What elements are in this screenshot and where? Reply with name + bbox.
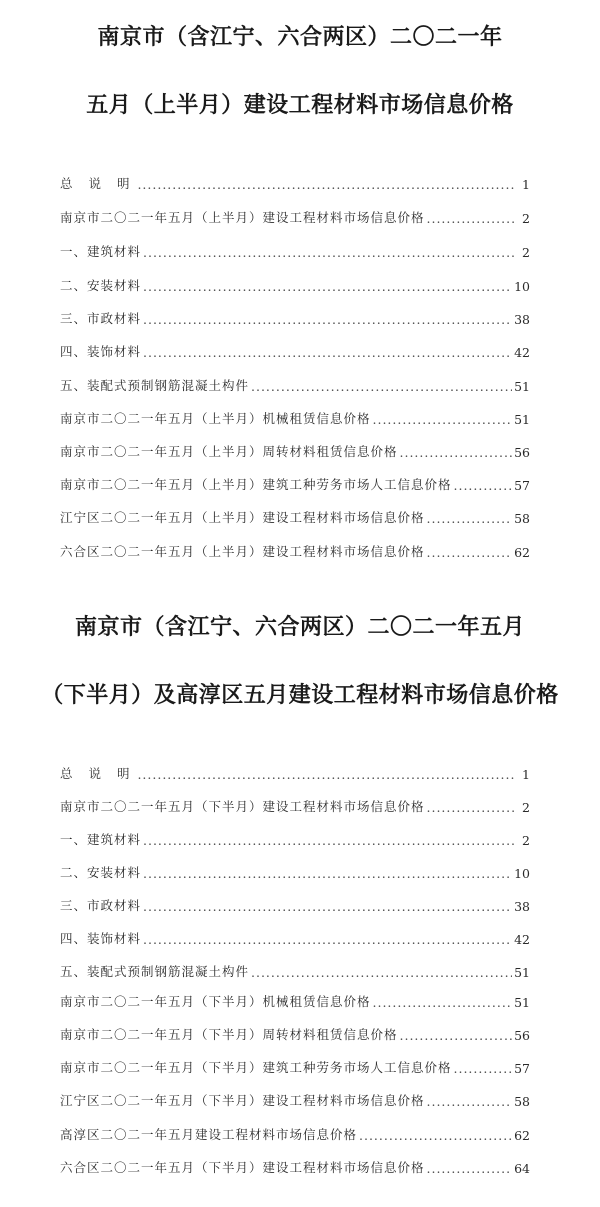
toc-entry-page: 62 — [514, 545, 530, 560]
toc-entry[interactable] — [60, 1021, 530, 1043]
toc-entry-page: 56 — [514, 445, 530, 460]
toc-leader-dots — [143, 899, 512, 914]
toc-leader-dots — [427, 1094, 513, 1109]
toc-entry-label: 五、装配式预制钢筋混凝土构件 — [60, 378, 250, 393]
toc-leader-dots — [400, 445, 513, 460]
toc-entry[interactable] — [60, 438, 530, 460]
toc-leader-dots — [454, 478, 513, 493]
section-title-line-2: （下半月）及高淳区五月建设工程材料市场信息价格 — [41, 683, 559, 708]
toc-entry-page: 57 — [514, 478, 530, 493]
toc-leader-dots — [373, 995, 513, 1010]
toc-entry-page: 2 — [522, 211, 530, 226]
toc-entry-page: 38 — [514, 312, 530, 327]
toc-entry[interactable] — [60, 1087, 530, 1109]
toc-leader-dots — [427, 511, 513, 526]
section-title-line-2: 五月（上半月）建设工程材料市场信息价格 — [86, 93, 514, 118]
toc-entry-label: 江宁区二〇二一年五月（上半月）建设工程材料市场信息价格 — [60, 510, 425, 525]
toc-entry[interactable] — [60, 892, 530, 914]
toc-entry-label: 四、装饰材料 — [60, 931, 142, 946]
toc-entry[interactable] — [60, 204, 530, 226]
toc-leader-dots — [373, 412, 513, 427]
toc-entry-page: 62 — [514, 1128, 530, 1143]
toc-entry-page: 10 — [514, 279, 530, 294]
toc-entry-label: 总 说 明 — [60, 766, 136, 781]
toc-entry[interactable] — [60, 1154, 530, 1176]
toc-entry-label: 一、建筑材料 — [60, 832, 142, 847]
toc-entry[interactable] — [60, 471, 530, 493]
toc-leader-dots — [143, 866, 512, 881]
toc-entry[interactable] — [60, 238, 530, 260]
toc-entry-label: 四、装饰材料 — [60, 344, 142, 359]
toc-entry[interactable] — [60, 1121, 530, 1143]
toc-entry-label: 六合区二〇二一年五月（下半月）建设工程材料市场信息价格 — [60, 1160, 425, 1175]
toc-leader-dots — [143, 279, 512, 294]
toc-entry-label: 江宁区二〇二一年五月（下半月）建设工程材料市场信息价格 — [60, 1093, 425, 1108]
toc-entry[interactable] — [60, 859, 530, 881]
toc-entry-label: 五、装配式预制钢筋混凝土构件 — [60, 964, 250, 979]
toc-leader-dots — [137, 767, 514, 782]
toc-entry-page: 51 — [514, 412, 530, 427]
toc-entry-label: 南京市二〇二一年五月（下半月）机械租赁信息价格 — [60, 994, 371, 1009]
toc-entry-label: 总 说 明 — [60, 176, 136, 191]
section-title-line-1: 南京市（含江宁、六合两区）二〇二一年五月 — [74, 615, 525, 640]
toc-entry-page: 51 — [514, 965, 530, 980]
toc-entry-page: 58 — [514, 1094, 530, 1109]
toc-leader-dots — [427, 211, 514, 226]
toc-leader-dots — [143, 312, 512, 327]
toc-entry-page: 42 — [514, 345, 530, 360]
toc-leader-dots — [143, 245, 514, 260]
toc-entry-label: 三、市政材料 — [60, 311, 142, 326]
toc-leader-dots — [427, 545, 513, 560]
toc-leader-dots — [251, 965, 512, 980]
toc-entry[interactable] — [60, 793, 530, 815]
toc-entry[interactable] — [60, 305, 530, 327]
toc-leader-dots — [137, 177, 514, 192]
section-title-line-1: 南京市（含江宁、六合两区）二〇二一年 — [97, 25, 503, 50]
toc-entry-page: 57 — [514, 1061, 530, 1076]
toc-entry[interactable] — [60, 405, 530, 427]
toc-entry-label: 高淳区二〇二一年五月建设工程材料市场信息价格 — [60, 1127, 358, 1142]
toc-entry[interactable] — [60, 1054, 530, 1076]
toc-entry-page: 10 — [514, 866, 530, 881]
toc-entry-label: 南京市二〇二一年五月（下半月）建筑工种劳务市场人工信息价格 — [60, 1060, 452, 1075]
toc-entry-page: 38 — [514, 899, 530, 914]
toc-entry[interactable] — [60, 958, 530, 980]
toc-leader-dots — [251, 379, 512, 394]
toc-entry-page: 2 — [522, 833, 530, 848]
toc-leader-dots — [359, 1128, 512, 1143]
toc-entry-page: 42 — [514, 932, 530, 947]
toc-entry-label: 二、安装材料 — [60, 865, 142, 880]
toc-entry-label: 三、市政材料 — [60, 898, 142, 913]
toc-entry-label: 南京市二〇二一年五月（上半月）建筑工种劳务市场人工信息价格 — [60, 477, 452, 492]
toc-entry[interactable] — [60, 760, 530, 782]
toc-entry-page: 58 — [514, 511, 530, 526]
toc-entry-page: 1 — [522, 177, 530, 192]
toc-entry-label: 南京市二〇二一年五月（上半月）机械租赁信息价格 — [60, 411, 371, 426]
toc-entry-page: 2 — [522, 800, 530, 815]
toc-entry[interactable] — [60, 826, 530, 848]
toc-entry[interactable] — [60, 925, 530, 947]
toc-entry-label: 六合区二〇二一年五月（上半月）建设工程材料市场信息价格 — [60, 544, 425, 559]
toc-entry-label: 南京市二〇二一年五月（下半月）建设工程材料市场信息价格 — [60, 799, 425, 814]
toc-entry[interactable] — [60, 504, 530, 526]
toc-entry-page: 1 — [522, 767, 530, 782]
toc-leader-dots — [427, 800, 514, 815]
toc-entry[interactable] — [60, 272, 530, 294]
toc-entry-page: 56 — [514, 1028, 530, 1043]
toc-leader-dots — [143, 345, 512, 360]
toc-entry-page: 2 — [522, 245, 530, 260]
toc-entry[interactable] — [60, 538, 530, 560]
toc-leader-dots — [400, 1028, 513, 1043]
toc-entry[interactable] — [60, 372, 530, 394]
toc-leader-dots — [143, 932, 512, 947]
toc-entry-page: 51 — [514, 379, 530, 394]
toc-leader-dots — [454, 1061, 513, 1076]
toc-entry-label: 一、建筑材料 — [60, 244, 142, 259]
toc-entry[interactable] — [60, 338, 530, 360]
toc-entry-label: 南京市二〇二一年五月（下半月）周转材料租赁信息价格 — [60, 1027, 398, 1042]
toc-entry[interactable] — [60, 170, 530, 192]
toc-leader-dots — [143, 833, 514, 848]
toc-leader-dots — [427, 1161, 513, 1176]
toc-entry-page: 51 — [514, 995, 530, 1010]
toc-entry[interactable] — [60, 988, 530, 1010]
toc-entry-label: 南京市二〇二一年五月（上半月）周转材料租赁信息价格 — [60, 444, 398, 459]
toc-entry-label: 二、安装材料 — [60, 278, 142, 293]
toc-entry-page: 64 — [514, 1161, 530, 1176]
toc-entry-label: 南京市二〇二一年五月（上半月）建设工程材料市场信息价格 — [60, 210, 425, 225]
